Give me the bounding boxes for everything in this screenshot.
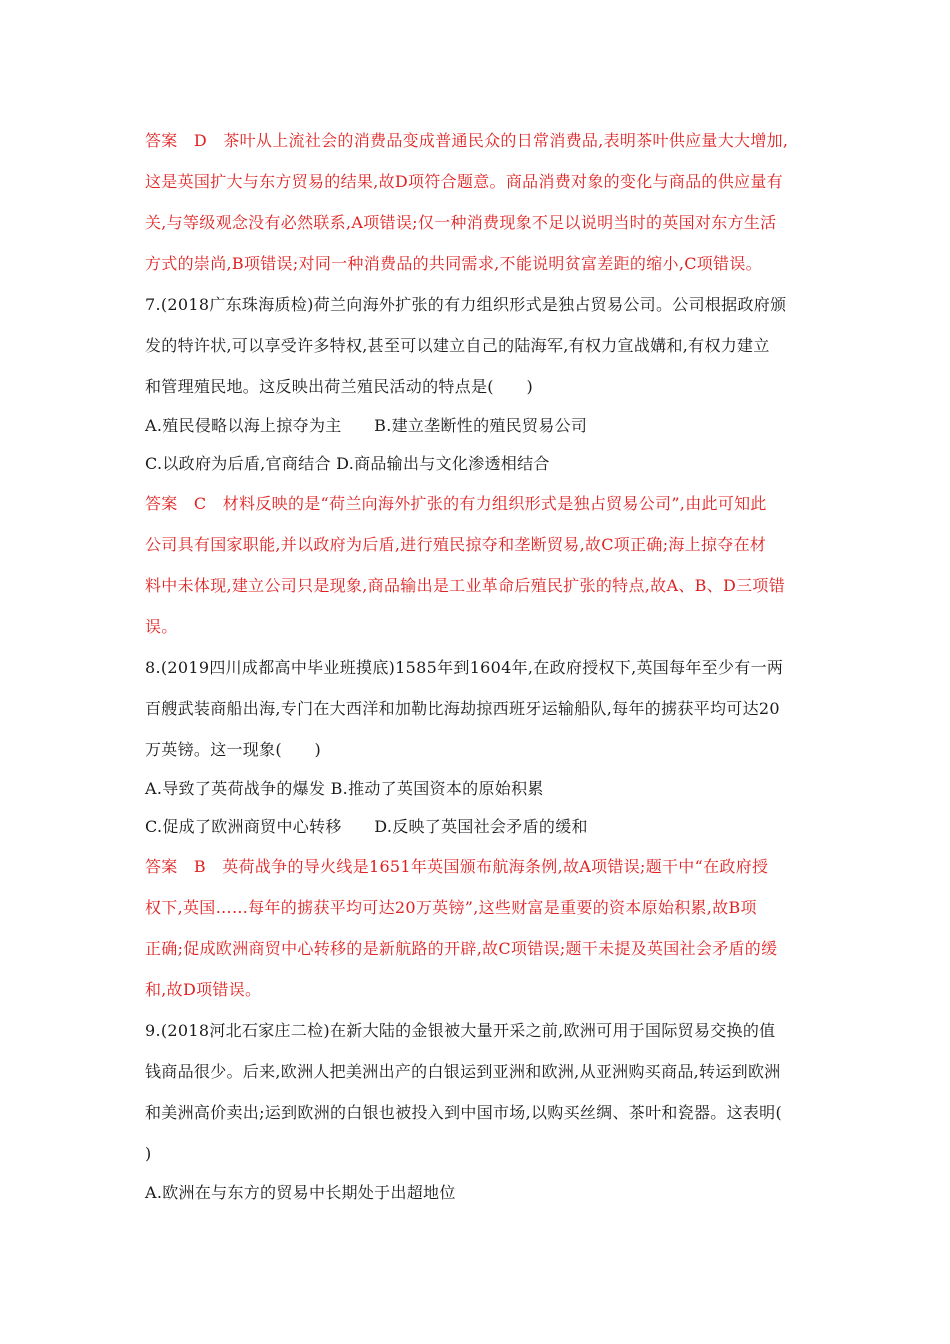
options-9	[145, 1174, 807, 1212]
document-page	[145, 120, 807, 1212]
text-line: 正确;促成欧洲商贸中心转移的是新航路的开辟,故C项错误;题干未提及英国社会矛盾的缓	[145, 939, 778, 958]
answer-8	[145, 846, 807, 1010]
text-line: 9.(2018河北石家庄二检)在新大陆的金银被大量开采之前,欧洲可用于国际贸易交换的值	[145, 1021, 776, 1040]
text-line: 8.(2019四川成都高中毕业班摸底)1585年到1604年,在政府授权下,英国每年至少有一两	[145, 658, 784, 677]
text-line: 答案 D 茶叶从上流社会的消费品变成普通民众的日常消费品,表明茶叶供应量大大增加,	[145, 131, 789, 150]
question-7	[145, 284, 807, 407]
text-line: 百艘武装商船出海,专门在大西洋和加勒比海劫掠西班牙运输船队,每年的掳获平均可达20	[145, 699, 780, 718]
text-line: 关,与等级观念没有必然联系,A项错误;仅一种消费现象不足以说明当时的英国对东方生活	[145, 213, 777, 232]
text-line: 万英镑。这一现象( )	[145, 740, 322, 759]
text-line: 权下,英国……每年的掳获平均可达20万英镑”,这些财富是重要的资本原始积累,故B项	[145, 898, 757, 917]
text-line: 和,故D项错误。	[145, 980, 262, 999]
text-line: 方式的崇尚,B项错误;对同一种消费品的共同需求,不能说明贫富差距的缩小,C项错误。	[145, 254, 762, 273]
question-9	[145, 1010, 807, 1174]
question-8	[145, 647, 807, 770]
text-line: 料中未体现,建立公司只是现象,商品输出是工业革命后殖民扩张的特点,故A、B、D三项错	[145, 576, 785, 595]
text-line: 公司具有国家职能,并以政府为后盾,进行殖民掠夺和垄断贸易,故C项正确;海上掠夺在材	[145, 535, 767, 554]
text-line: )	[145, 1144, 152, 1163]
text-line: 和管理殖民地。这反映出荷兰殖民活动的特点是( )	[145, 377, 533, 396]
answer-6	[145, 120, 807, 284]
options-8	[145, 770, 807, 846]
text-line: 发的特许状,可以享受许多特权,甚至可以建立自己的陆海军,有权力宣战媾和,有权力建立	[145, 336, 770, 355]
answer-7	[145, 483, 807, 647]
text-line: 和美洲高价卖出;运到欧洲的白银也被投入到中国市场,以购买丝绸、茶叶和瓷器。这表明(	[145, 1103, 783, 1122]
text-line: 误。	[145, 617, 178, 636]
text-line: 答案 C 材料反映的是“荷兰向海外扩张的有力组织形式是独占贸易公司”,由此可知此	[145, 494, 767, 513]
option-line: C.以政府为后盾,官商结合 D.商品输出与文化渗透相结合	[145, 454, 550, 473]
option-line: A.欧洲在与东方的贸易中长期处于出超地位	[145, 1183, 456, 1202]
text-line: 这是英国扩大与东方贸易的结果,故D项符合题意。商品消费对象的变化与商品的供应量有	[145, 172, 783, 191]
option-line: C.促成了欧洲商贸中心转移 D.反映了英国社会矛盾的缓和	[145, 817, 588, 836]
text-line: 7.(2018广东珠海质检)荷兰向海外扩张的有力组织形式是独占贸易公司。公司根据政府颁	[145, 295, 787, 314]
text-line: 答案 B 英荷战争的导火线是1651年英国颁布航海条例,故A项错误;题干中“在政府授	[145, 857, 769, 876]
option-line: A.殖民侵略以海上掠夺为主 B.建立垄断性的殖民贸易公司	[145, 416, 588, 435]
options-7	[145, 407, 807, 483]
text-line: 钱商品很少。后来,欧洲人把美洲出产的白银运到亚洲和欧洲,从亚洲购买商品,转运到欧洲	[145, 1062, 781, 1081]
option-line: A.导致了英荷战争的爆发 B.推动了英国资本的原始积累	[145, 779, 544, 798]
